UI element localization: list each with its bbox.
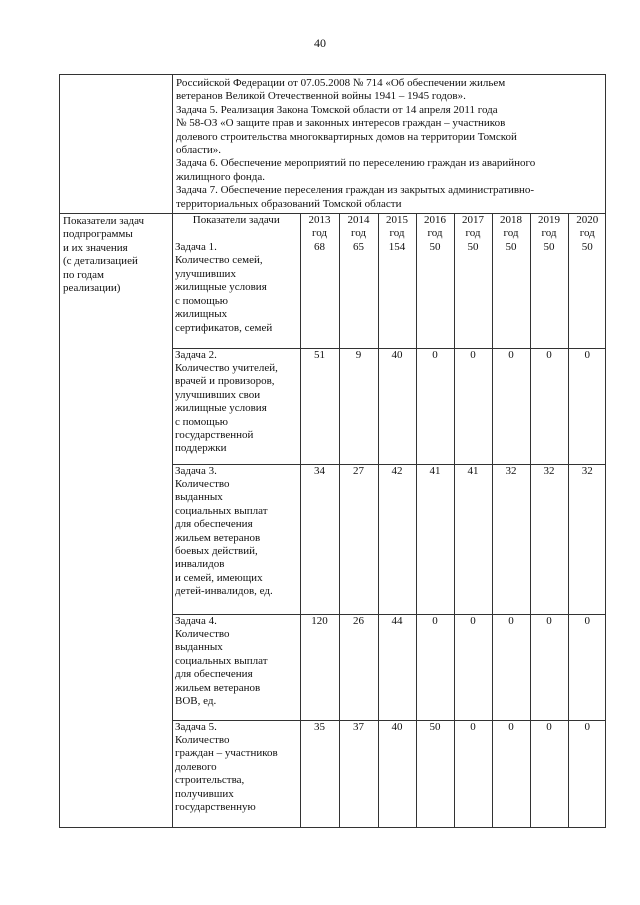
task-line: Задача 3. bbox=[175, 464, 217, 477]
value-cell: 50 bbox=[454, 241, 492, 348]
task-line: выданных bbox=[175, 491, 223, 504]
value-cell: 0 bbox=[416, 614, 454, 720]
tasks-description bbox=[173, 75, 606, 214]
year-value: 2014 bbox=[347, 214, 370, 227]
intro-left-cell bbox=[60, 75, 173, 214]
task-line: жильем ветеранов bbox=[175, 681, 261, 694]
value-cell: 42 bbox=[378, 464, 416, 614]
task-line: инвалидов bbox=[175, 558, 225, 571]
year-unit: год bbox=[503, 227, 519, 240]
year-value: 2020 bbox=[576, 214, 599, 227]
value-cell: 50 bbox=[568, 241, 606, 348]
value-cell: 32 bbox=[530, 464, 568, 614]
indicator-column-header: Показатели задачи bbox=[173, 214, 300, 241]
value-cell: 44 bbox=[378, 614, 416, 720]
intro-line: ветеранов Великой Отечественной войны 1941 – 1945 годов». bbox=[176, 90, 466, 103]
task-description bbox=[173, 464, 300, 614]
value-cell: 26 bbox=[339, 614, 378, 720]
year-unit: год bbox=[311, 227, 328, 240]
value-cell: 68 bbox=[300, 241, 339, 348]
value-cell: 0 bbox=[568, 614, 606, 720]
value-cell: 0 bbox=[454, 720, 492, 827]
table-row bbox=[173, 241, 606, 348]
task-line: выданных bbox=[175, 641, 223, 654]
year-value: 2015 bbox=[386, 214, 408, 227]
task-line: социальных выплат bbox=[175, 654, 268, 667]
intro-line: территориальных образований Томской области bbox=[176, 197, 402, 210]
indicators-label-line: подпрограммы bbox=[63, 228, 133, 241]
task-line: Количество bbox=[175, 477, 230, 490]
task-line: и семей, имеющих bbox=[175, 571, 263, 584]
table-row bbox=[173, 720, 606, 827]
year-value: 2018 bbox=[500, 214, 522, 227]
intro-line: долевого строительства многоквартирных домов на территории Томской bbox=[176, 130, 517, 143]
value-cell: 0 bbox=[530, 348, 568, 464]
year-value: 2019 bbox=[538, 214, 560, 227]
year-column-header bbox=[492, 214, 530, 241]
task-line: с помощью bbox=[175, 415, 228, 428]
value-cell: 27 bbox=[339, 464, 378, 614]
intro-line: Российской Федерации от 07.05.2008 № 714 «Об обеспечении жильем bbox=[176, 77, 506, 89]
value-cell: 41 bbox=[454, 464, 492, 614]
value-cell: 0 bbox=[492, 614, 530, 720]
value-cell: 34 bbox=[300, 464, 339, 614]
document-table bbox=[59, 74, 606, 828]
task-line: государственную bbox=[175, 801, 256, 813]
indicators-table bbox=[173, 214, 606, 827]
task-line: для обеспечения bbox=[175, 668, 253, 681]
value-cell: 50 bbox=[416, 720, 454, 827]
task-line: Количество учителей, bbox=[175, 361, 278, 374]
table-row bbox=[173, 348, 606, 464]
task-line: с помощью bbox=[175, 294, 228, 307]
task-description bbox=[173, 614, 300, 720]
year-column-header bbox=[454, 214, 492, 241]
task-line: поддержки bbox=[175, 442, 227, 455]
page-number: 40 bbox=[314, 36, 326, 50]
task-line: Количество семей, bbox=[175, 254, 263, 267]
task-line: долевого bbox=[175, 760, 217, 773]
value-cell: 32 bbox=[568, 464, 606, 614]
year-column-header bbox=[416, 214, 454, 241]
year-unit: год bbox=[350, 227, 367, 240]
intro-line: Задача 5. Реализация Закона Томской области от 14 апреля 2011 года bbox=[176, 103, 498, 116]
value-cell: 32 bbox=[492, 464, 530, 614]
intro-row bbox=[60, 75, 606, 214]
task-line: получивших bbox=[175, 787, 234, 800]
value-cell: 0 bbox=[530, 720, 568, 827]
value-cell: 0 bbox=[530, 614, 568, 720]
task-line: Задача 2. bbox=[175, 348, 217, 361]
table-row bbox=[173, 464, 606, 614]
task-line: Количество bbox=[175, 733, 230, 746]
value-cell: 50 bbox=[416, 241, 454, 348]
value-cell: 0 bbox=[454, 348, 492, 464]
indicators-table-cell bbox=[173, 214, 606, 828]
task-line: детей-инвалидов, ед. bbox=[175, 585, 273, 598]
value-cell: 40 bbox=[378, 720, 416, 827]
task-description bbox=[173, 241, 300, 348]
task-line: боевых действий, bbox=[175, 545, 258, 557]
year-column-header bbox=[300, 214, 339, 241]
value-cell: 154 bbox=[378, 241, 416, 348]
indicators-row bbox=[60, 214, 606, 828]
indicators-label-line: реализации) bbox=[63, 282, 121, 295]
task-line: строительства, bbox=[175, 774, 245, 787]
year-value: 2013 bbox=[308, 214, 331, 227]
indicators-label bbox=[60, 214, 173, 828]
year-value: 2017 bbox=[462, 214, 484, 227]
indicators-label-line: (с детализацией bbox=[63, 255, 138, 268]
task-line: ВОВ, ед. bbox=[175, 695, 217, 707]
intro-line: жилищного фонда. bbox=[176, 170, 265, 183]
task-description bbox=[173, 720, 300, 827]
intro-line: области». bbox=[176, 144, 222, 157]
value-cell: 0 bbox=[568, 720, 606, 827]
year-column-header bbox=[378, 214, 416, 241]
value-cell: 0 bbox=[568, 348, 606, 464]
task-line: социальных выплат bbox=[175, 504, 268, 517]
task-line: Задача 5. bbox=[175, 720, 217, 733]
year-unit: год bbox=[389, 227, 405, 240]
task-line: граждан – участников bbox=[175, 747, 278, 760]
year-column-header bbox=[530, 214, 568, 241]
value-cell: 0 bbox=[416, 348, 454, 464]
task-line: врачей и провизоров, bbox=[175, 375, 275, 388]
year-column-header bbox=[568, 214, 606, 241]
task-line: Количество bbox=[175, 627, 230, 640]
task-line: государственной bbox=[175, 429, 254, 441]
year-value: 2016 bbox=[424, 214, 446, 227]
value-cell: 0 bbox=[492, 720, 530, 827]
indicators-label-line: и их значения bbox=[63, 241, 128, 254]
task-line: жилищные условия bbox=[175, 402, 267, 415]
task-description bbox=[173, 348, 300, 464]
year-unit: год bbox=[465, 227, 481, 240]
task-line: жилищных bbox=[175, 308, 228, 321]
value-cell: 40 bbox=[378, 348, 416, 464]
value-cell: 37 bbox=[339, 720, 378, 827]
year-unit: год bbox=[427, 227, 443, 240]
value-cell: 35 bbox=[300, 720, 339, 827]
year-column-header bbox=[339, 214, 378, 241]
intro-line: № 58-ОЗ «О защите прав и законных интересов граждан – участников bbox=[176, 117, 506, 130]
task-line: жильем ветеранов bbox=[175, 531, 261, 544]
value-cell: 0 bbox=[454, 614, 492, 720]
task-line: сертификатов, семей bbox=[175, 321, 273, 334]
intro-line: Задача 7. Обеспечение переселения граждан из закрытых административно- bbox=[176, 184, 535, 197]
value-cell: 50 bbox=[492, 241, 530, 348]
value-cell: 9 bbox=[339, 348, 378, 464]
value-cell: 65 bbox=[339, 241, 378, 348]
value-cell: 120 bbox=[300, 614, 339, 720]
year-unit: год bbox=[541, 227, 557, 240]
value-cell: 50 bbox=[530, 241, 568, 348]
value-cell: 51 bbox=[300, 348, 339, 464]
year-unit: год bbox=[579, 227, 595, 240]
task-line: Задача 4. bbox=[175, 614, 217, 627]
indicators-label-line: Показатели задач bbox=[63, 215, 145, 228]
task-line: Задача 1. bbox=[175, 241, 217, 254]
table-row bbox=[173, 614, 606, 720]
task-line: улучшивших bbox=[175, 267, 236, 280]
intro-line: Задача 6. Обеспечение мероприятий по переселению граждан из аварийного bbox=[176, 157, 536, 170]
indicators-label-line: по годам bbox=[63, 268, 104, 281]
task-line: улучшивших свои bbox=[175, 388, 261, 401]
value-cell: 0 bbox=[492, 348, 530, 464]
value-cell: 41 bbox=[416, 464, 454, 614]
task-line: для обеспечения bbox=[175, 518, 253, 531]
indicators-header-row bbox=[173, 214, 606, 241]
task-line: жилищные условия bbox=[175, 281, 267, 294]
